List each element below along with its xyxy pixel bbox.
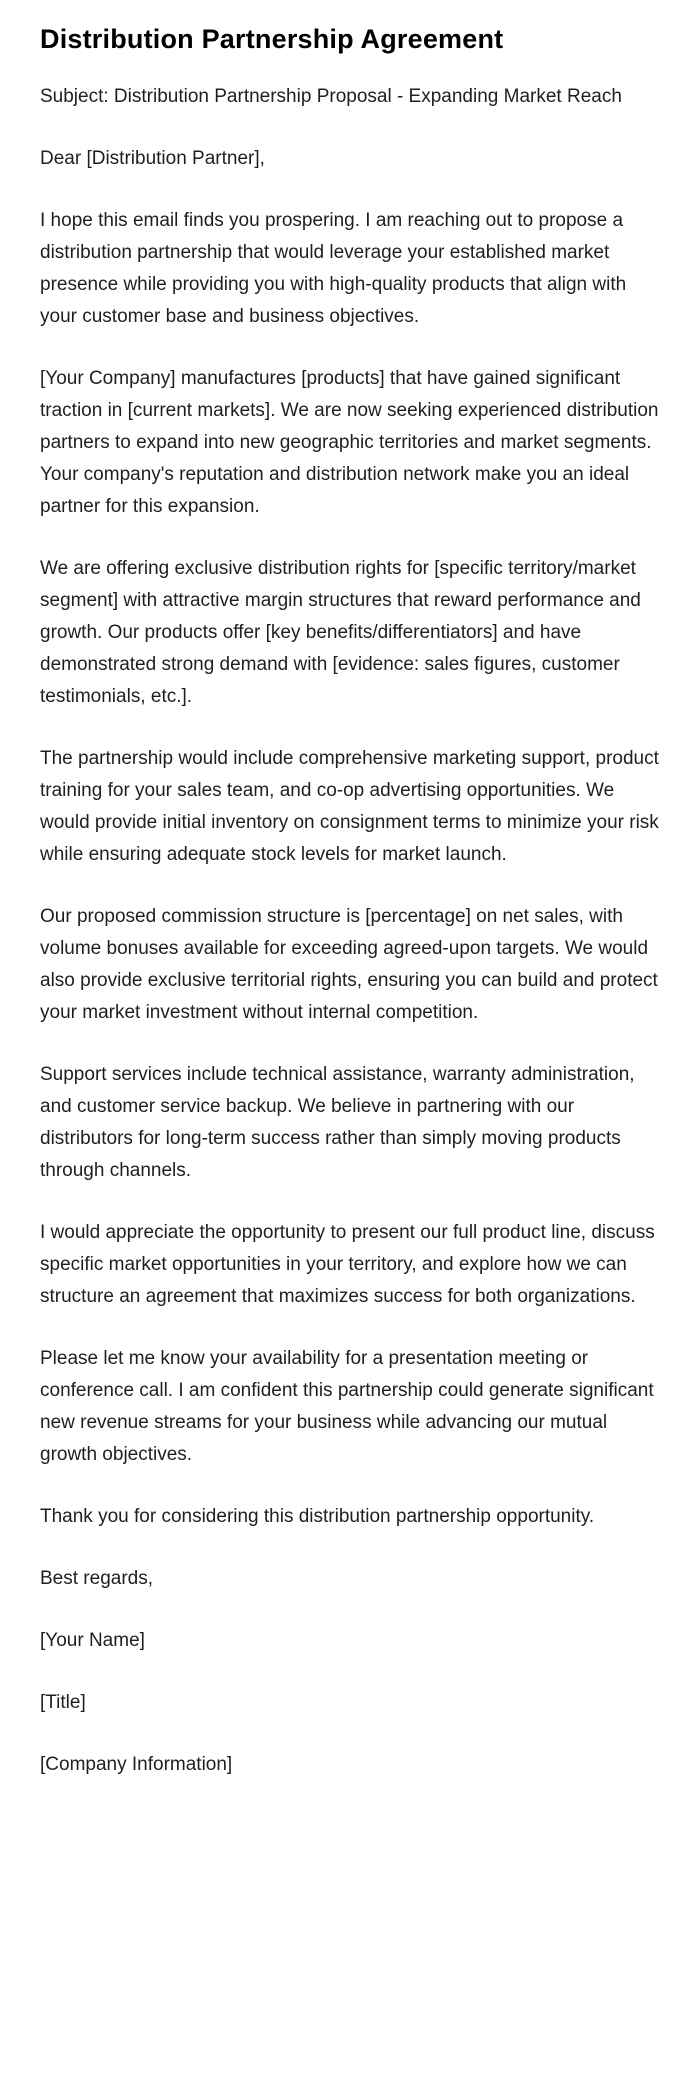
body-paragraph-services: Support services include technical assistance, warranty administration, and customer service backup. We believe in partnering with our distributors for long-term success rather than simply moving products through channels. bbox=[40, 1064, 635, 1182]
body-paragraph-commission: Our proposed commission structure is [percentage] on net sales, with volume bonuses available for exceeding agreed-upon targets. We would also provide exclusive territorial rights, ensuring you can build and protect your market investment without internal competition. bbox=[40, 906, 658, 1024]
signature-name-placeholder: [Your Name] bbox=[40, 1630, 145, 1652]
body-paragraph-company: [Your Company] manufactures [products] that have gained significant traction in [current markets]. We are now seeking experienced distribution partners to expand into new geographic territories and market segments. Your company's reputation and distribution network make you an ideal partner for this expansion. bbox=[40, 368, 659, 518]
page-title: Distribution Partnership Agreement bbox=[40, 24, 504, 54]
salutation: Dear [Distribution Partner], bbox=[40, 148, 265, 170]
closing-paragraph: Thank you for considering this distribution partnership opportunity. bbox=[40, 1506, 595, 1528]
body-paragraph-intro: I hope this email finds you prospering. I am reaching out to propose a distribution partnership that would leverage your established market presence while providing you with high-quality products that align with your customer base and business objectives. bbox=[40, 210, 627, 328]
body-paragraph-support: The partnership would include comprehensive marketing support, product training for your sales team, and co-op advertising opportunities. We would provide initial inventory on consignment terms to minimize your risk while ensuring adequate stock levels for market launch. bbox=[40, 748, 659, 866]
sign-off: Best regards, bbox=[40, 1568, 153, 1590]
signature-company-placeholder: [Company Information] bbox=[40, 1754, 233, 1776]
body-paragraph-opportunity: I would appreciate the opportunity to present our full product line, discuss specific market opportunities in your territory, and explore how we can structure an agreement that maximizes success for both organizations. bbox=[40, 1222, 655, 1308]
signature-title-placeholder: [Title] bbox=[40, 1692, 86, 1714]
body-paragraph-offer: We are offering exclusive distribution rights for [specific territory/market segment] with attractive margin structures that reward performance and growth. Our products offer [key benefits/differentiators] and have demonstrated strong demand with [evidence: sales figures, customer testimonials, etc.]. bbox=[40, 558, 641, 708]
subject-line: Subject: Distribution Partnership Proposal - Expanding Market Reach bbox=[40, 86, 622, 108]
body-paragraph-availability: Please let me know your availability for a presentation meeting or conference call. I am confident this partnership could generate significant new revenue streams for your business while advancing our mutual growth objectives. bbox=[40, 1348, 654, 1466]
